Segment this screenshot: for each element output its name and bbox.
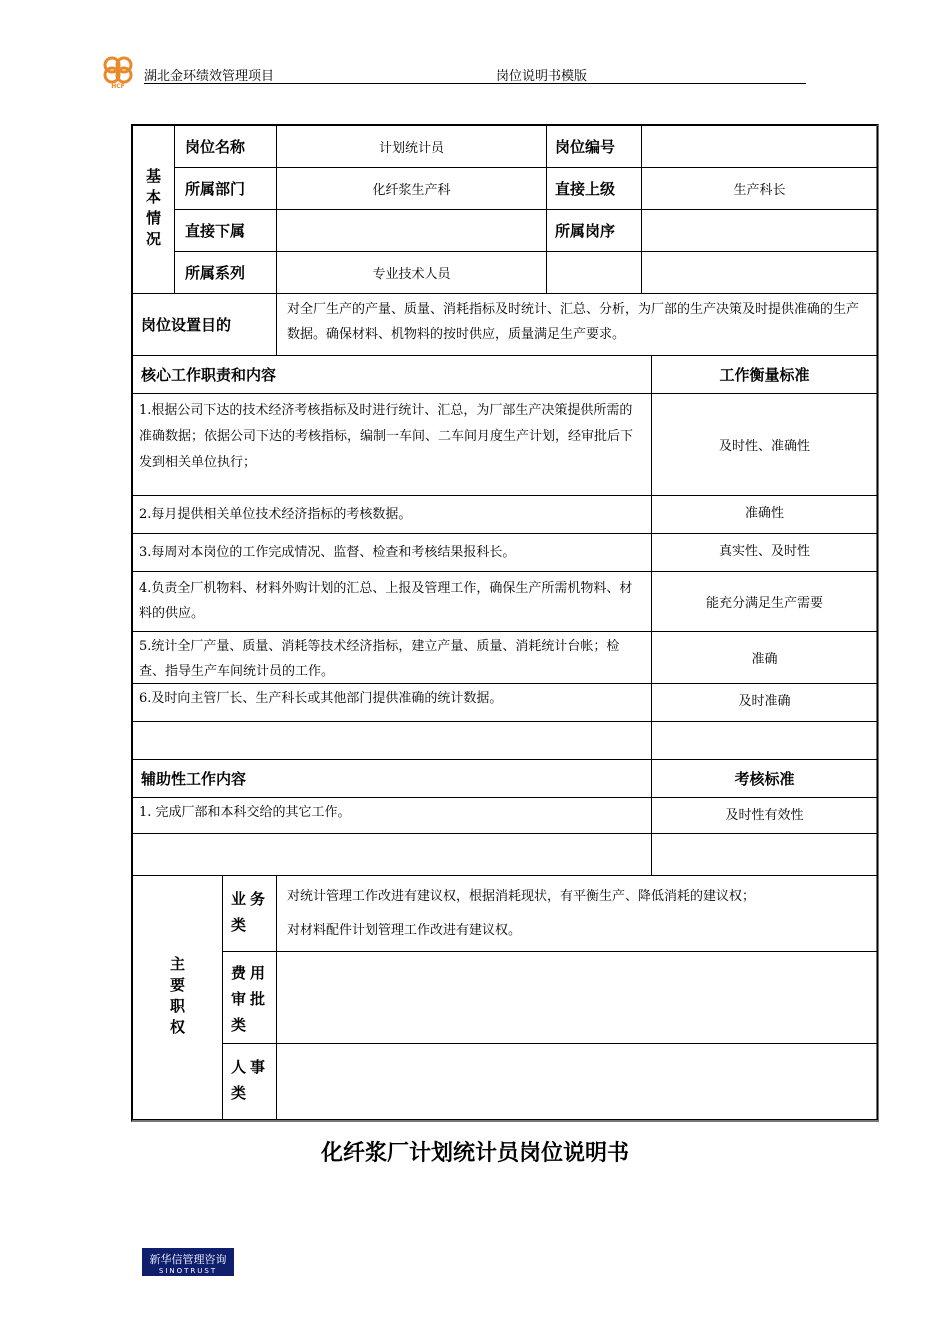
core-duty-3: 3.每周对本岗位的工作完成情况、监督、检查和考核结果报科长。 bbox=[133, 534, 652, 572]
core-duties-header: 核心工作职责和内容 bbox=[133, 356, 652, 394]
empty-cell bbox=[133, 722, 652, 760]
company-logo bbox=[100, 55, 138, 89]
value-series: 专业技术人员 bbox=[277, 252, 547, 294]
value-direct-subordinate bbox=[277, 210, 547, 252]
value-purpose: 对全厂生产的产量、质量、消耗指标及时统计、汇总、分析，为厂部的生产决策及时提供准确的生产数据。确保材料、机物料的按时供应，质量满足生产要求。 bbox=[277, 294, 878, 356]
consultancy-logo bbox=[142, 1248, 234, 1276]
core-duty-5: 5.统计全厂产量、质量、消耗等技术经济指标，建立产量、质量、消耗统计台帐；检查、指导生产车间统计员的工作。 bbox=[133, 632, 652, 684]
label-position-name: 岗位名称 bbox=[175, 126, 277, 168]
authority-business-line-1: 对统计管理工作改进有建议权，根据消耗现状，有平衡生产、降低消耗的建议权； bbox=[287, 889, 756, 904]
core-standard-header: 工作衡量标准 bbox=[652, 356, 878, 394]
header-project-name: 湖北金环绩效管理项目 bbox=[144, 69, 275, 84]
aux-duty-1: 1. 完成厂部和本科交给的其它工作。 bbox=[133, 798, 652, 834]
authority-personnel-content bbox=[277, 1044, 878, 1120]
header-template-name: 岗位说明书模版 bbox=[496, 69, 588, 84]
label-purpose: 岗位设置目的 bbox=[133, 294, 277, 356]
aux-standard-1: 及时性有效性 bbox=[652, 798, 878, 834]
core-duty-2: 2.每月提供相关单位技术经济指标的考核数据。 bbox=[133, 496, 652, 534]
empty-cell bbox=[652, 722, 878, 760]
authority-section-label: 主要职权 bbox=[133, 876, 223, 1120]
authority-category-personnel: 人事类 bbox=[223, 1044, 277, 1120]
label-direct-superior: 直接上级 bbox=[547, 168, 642, 210]
core-standard-4: 能充分满足生产需要 bbox=[652, 572, 878, 632]
label-series: 所属系列 bbox=[175, 252, 277, 294]
value-direct-superior: 生产科长 bbox=[642, 168, 878, 210]
job-description-table bbox=[131, 124, 879, 1122]
core-standard-6: 及时准确 bbox=[652, 684, 878, 722]
value-department: 化纤浆生产科 bbox=[277, 168, 547, 210]
empty-cell bbox=[133, 834, 652, 876]
value-position-code bbox=[642, 126, 878, 168]
label-position-code: 岗位编号 bbox=[547, 126, 642, 168]
core-standard-2: 准确性 bbox=[652, 496, 878, 534]
header-rule bbox=[144, 83, 806, 84]
authority-category-business: 业务类 bbox=[223, 876, 277, 952]
value-position-sequence bbox=[642, 210, 878, 252]
empty-cell bbox=[652, 834, 878, 876]
value-position-name: 计划统计员 bbox=[277, 126, 547, 168]
consultancy-name: 新华信管理咨询 bbox=[149, 1253, 227, 1266]
authority-category-expense: 费用审批类 bbox=[223, 952, 277, 1044]
core-duty-1: 1.根据公司下达的技术经济考核指标及时进行统计、汇总，为厂部生产决策提供所需的准确数据；依据公司下达的考核指标，编制一车间、二车间月度生产计划，经审批后下发到相关单位执行； bbox=[133, 394, 652, 496]
empty-cell bbox=[547, 252, 642, 294]
authority-business-line-2: 对材料配件计划管理工作改进有建议权。 bbox=[287, 923, 522, 938]
aux-duties-header: 辅助性工作内容 bbox=[133, 760, 652, 798]
core-standard-3: 真实性、及时性 bbox=[652, 534, 878, 572]
basic-section-label: 基本情况 bbox=[133, 126, 175, 294]
core-standard-5: 准确 bbox=[652, 632, 878, 684]
page-header bbox=[100, 55, 806, 87]
label-direct-subordinate: 直接下属 bbox=[175, 210, 277, 252]
consultancy-brand: SINOTRUST bbox=[158, 1267, 218, 1275]
empty-cell bbox=[642, 252, 878, 294]
authority-business-content bbox=[277, 876, 878, 952]
label-department: 所属部门 bbox=[175, 168, 277, 210]
core-standard-1: 及时性、准确性 bbox=[652, 394, 878, 496]
logo-text: HCF bbox=[111, 83, 125, 89]
aux-standard-header: 考核标准 bbox=[652, 760, 878, 798]
core-duty-6: 6.及时向主管厂长、生产科长或其他部门提供准确的统计数据。 bbox=[133, 684, 652, 722]
document-title: 化纤浆厂计划统计员岗位说明书 bbox=[320, 1141, 629, 1166]
authority-expense-content bbox=[277, 952, 878, 1044]
core-duty-4: 4.负责全厂机物料、材料外购计划的汇总、上报及管理工作，确保生产所需机物料、材料的供应。 bbox=[133, 572, 652, 632]
label-position-sequence: 所属岗序 bbox=[547, 210, 642, 252]
